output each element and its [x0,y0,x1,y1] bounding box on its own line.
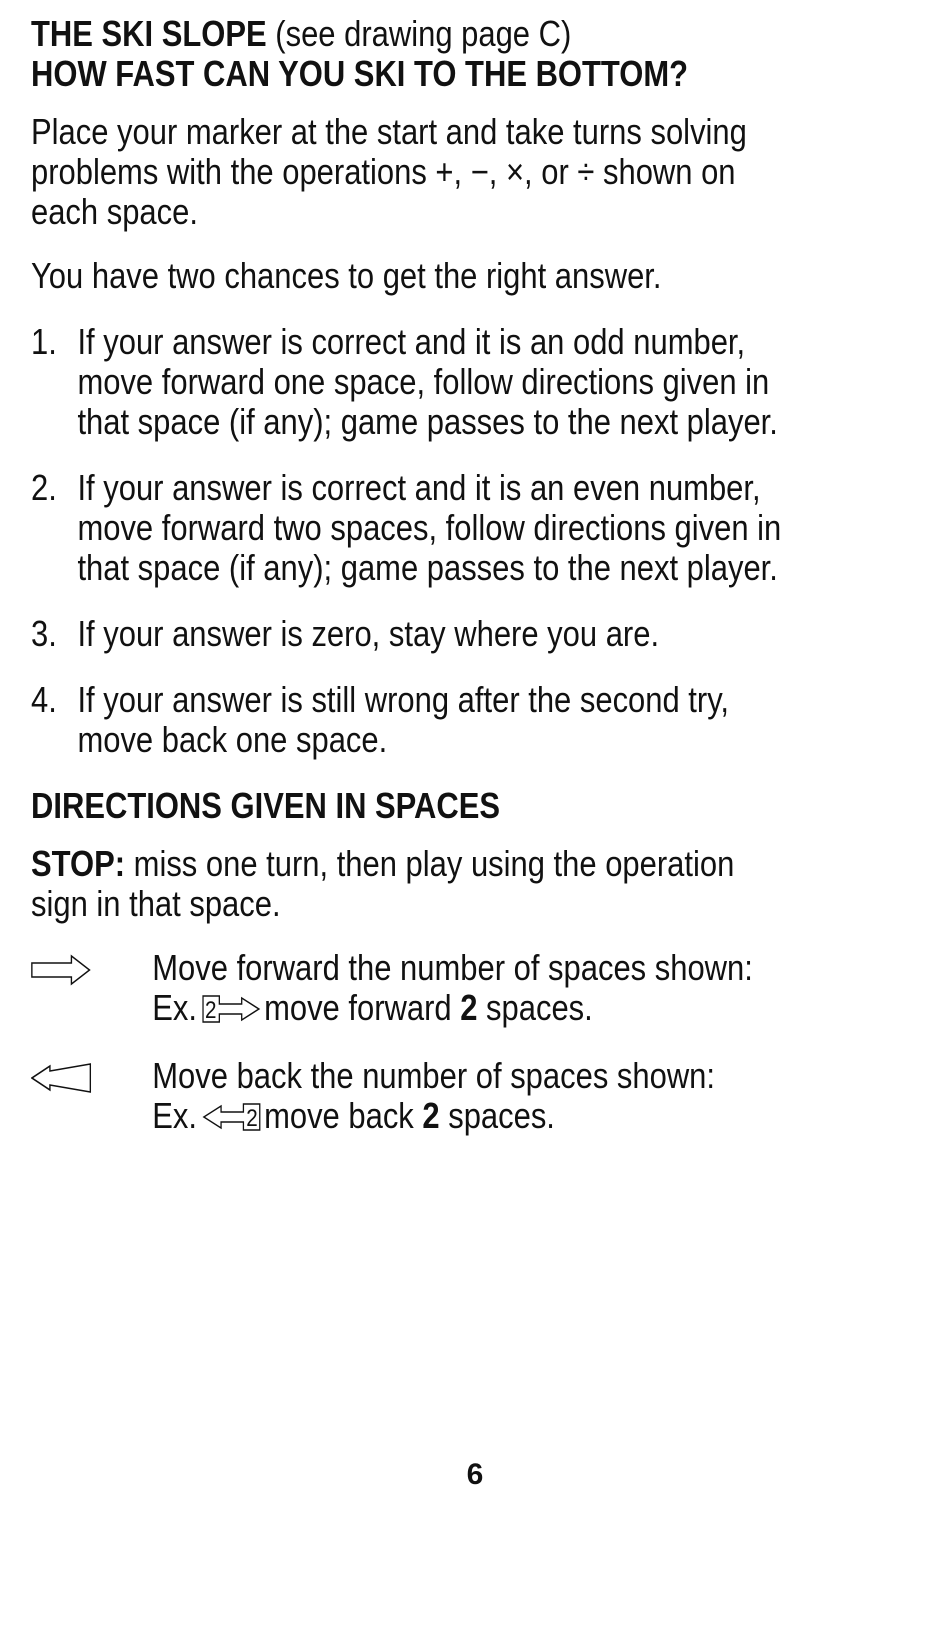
back-example-prefix: Ex. [152,1095,197,1136]
rule-text: If your answer is correct and it is an even number, move forward two spaces, follow directions given in that space (if any); game passes to the next player. [77,467,782,588]
back-example-number: 2 [422,1095,440,1136]
rule-item [31,468,788,588]
intro-paragraph: Place your marker at the start and take turns solving problems with the operations +, −, ×, or ÷ shown on each space. [31,111,747,232]
forward-example-text: move forward [264,987,461,1028]
rule-text: If your answer is zero, stay where you are. [77,613,660,654]
stop-direction [31,844,788,924]
rules-list [31,322,788,760]
back-example [152,1096,715,1142]
stop-text: miss one turn, then play using the operation sign in that space. [31,843,735,924]
back-instruction: Move back the number of spaces shown: [152,1055,716,1096]
stop-label: STOP: [31,843,126,884]
back-direction [31,1056,788,1142]
page-number: 6 [466,1458,484,1491]
left-arrow-icon [31,1056,152,1142]
forward-example-prefix: Ex. [152,987,197,1028]
rule-number: 2. [31,467,57,508]
chances-paragraph: You have two chances to get the right answer. [31,255,662,296]
rule-text: If your answer is correct and it is an odd number, move forward one space, follow directions given in that space (if any); game passes to the next player. [77,321,778,442]
title-line [31,14,788,54]
directions-heading: DIRECTIONS GIVEN IN SPACES [31,785,501,826]
forward-arrow-number: 2 [205,996,217,1024]
forward-example [152,988,753,1034]
numbered-right-arrow-icon [202,992,260,1034]
forward-direction [31,948,788,1034]
rule-item [31,614,788,654]
rule-item [31,322,788,442]
rule-number: 3. [31,613,57,654]
back-example-text: move back [264,1095,423,1136]
forward-example-suffix: spaces. [477,987,593,1028]
numbered-left-arrow-icon [202,1100,260,1142]
drawing-reference: (see drawing page C) [275,13,572,54]
page-subtitle: HOW FAST CAN YOU SKI TO THE BOTTOM? [31,53,689,94]
rule-item [31,680,788,760]
back-arrow-number: 2 [246,1104,258,1132]
forward-example-number: 2 [460,987,478,1028]
back-example-suffix: spaces. [439,1095,555,1136]
rule-text: If your answer is still wrong after the second try, move back one space. [77,679,730,760]
rule-number: 4. [31,679,57,720]
game-name: THE SKI SLOPE [31,13,267,54]
rule-number: 1. [31,321,57,362]
instructions-page [31,14,788,1142]
right-arrow-icon [31,948,152,1034]
forward-instruction: Move forward the number of spaces shown: [152,947,753,988]
